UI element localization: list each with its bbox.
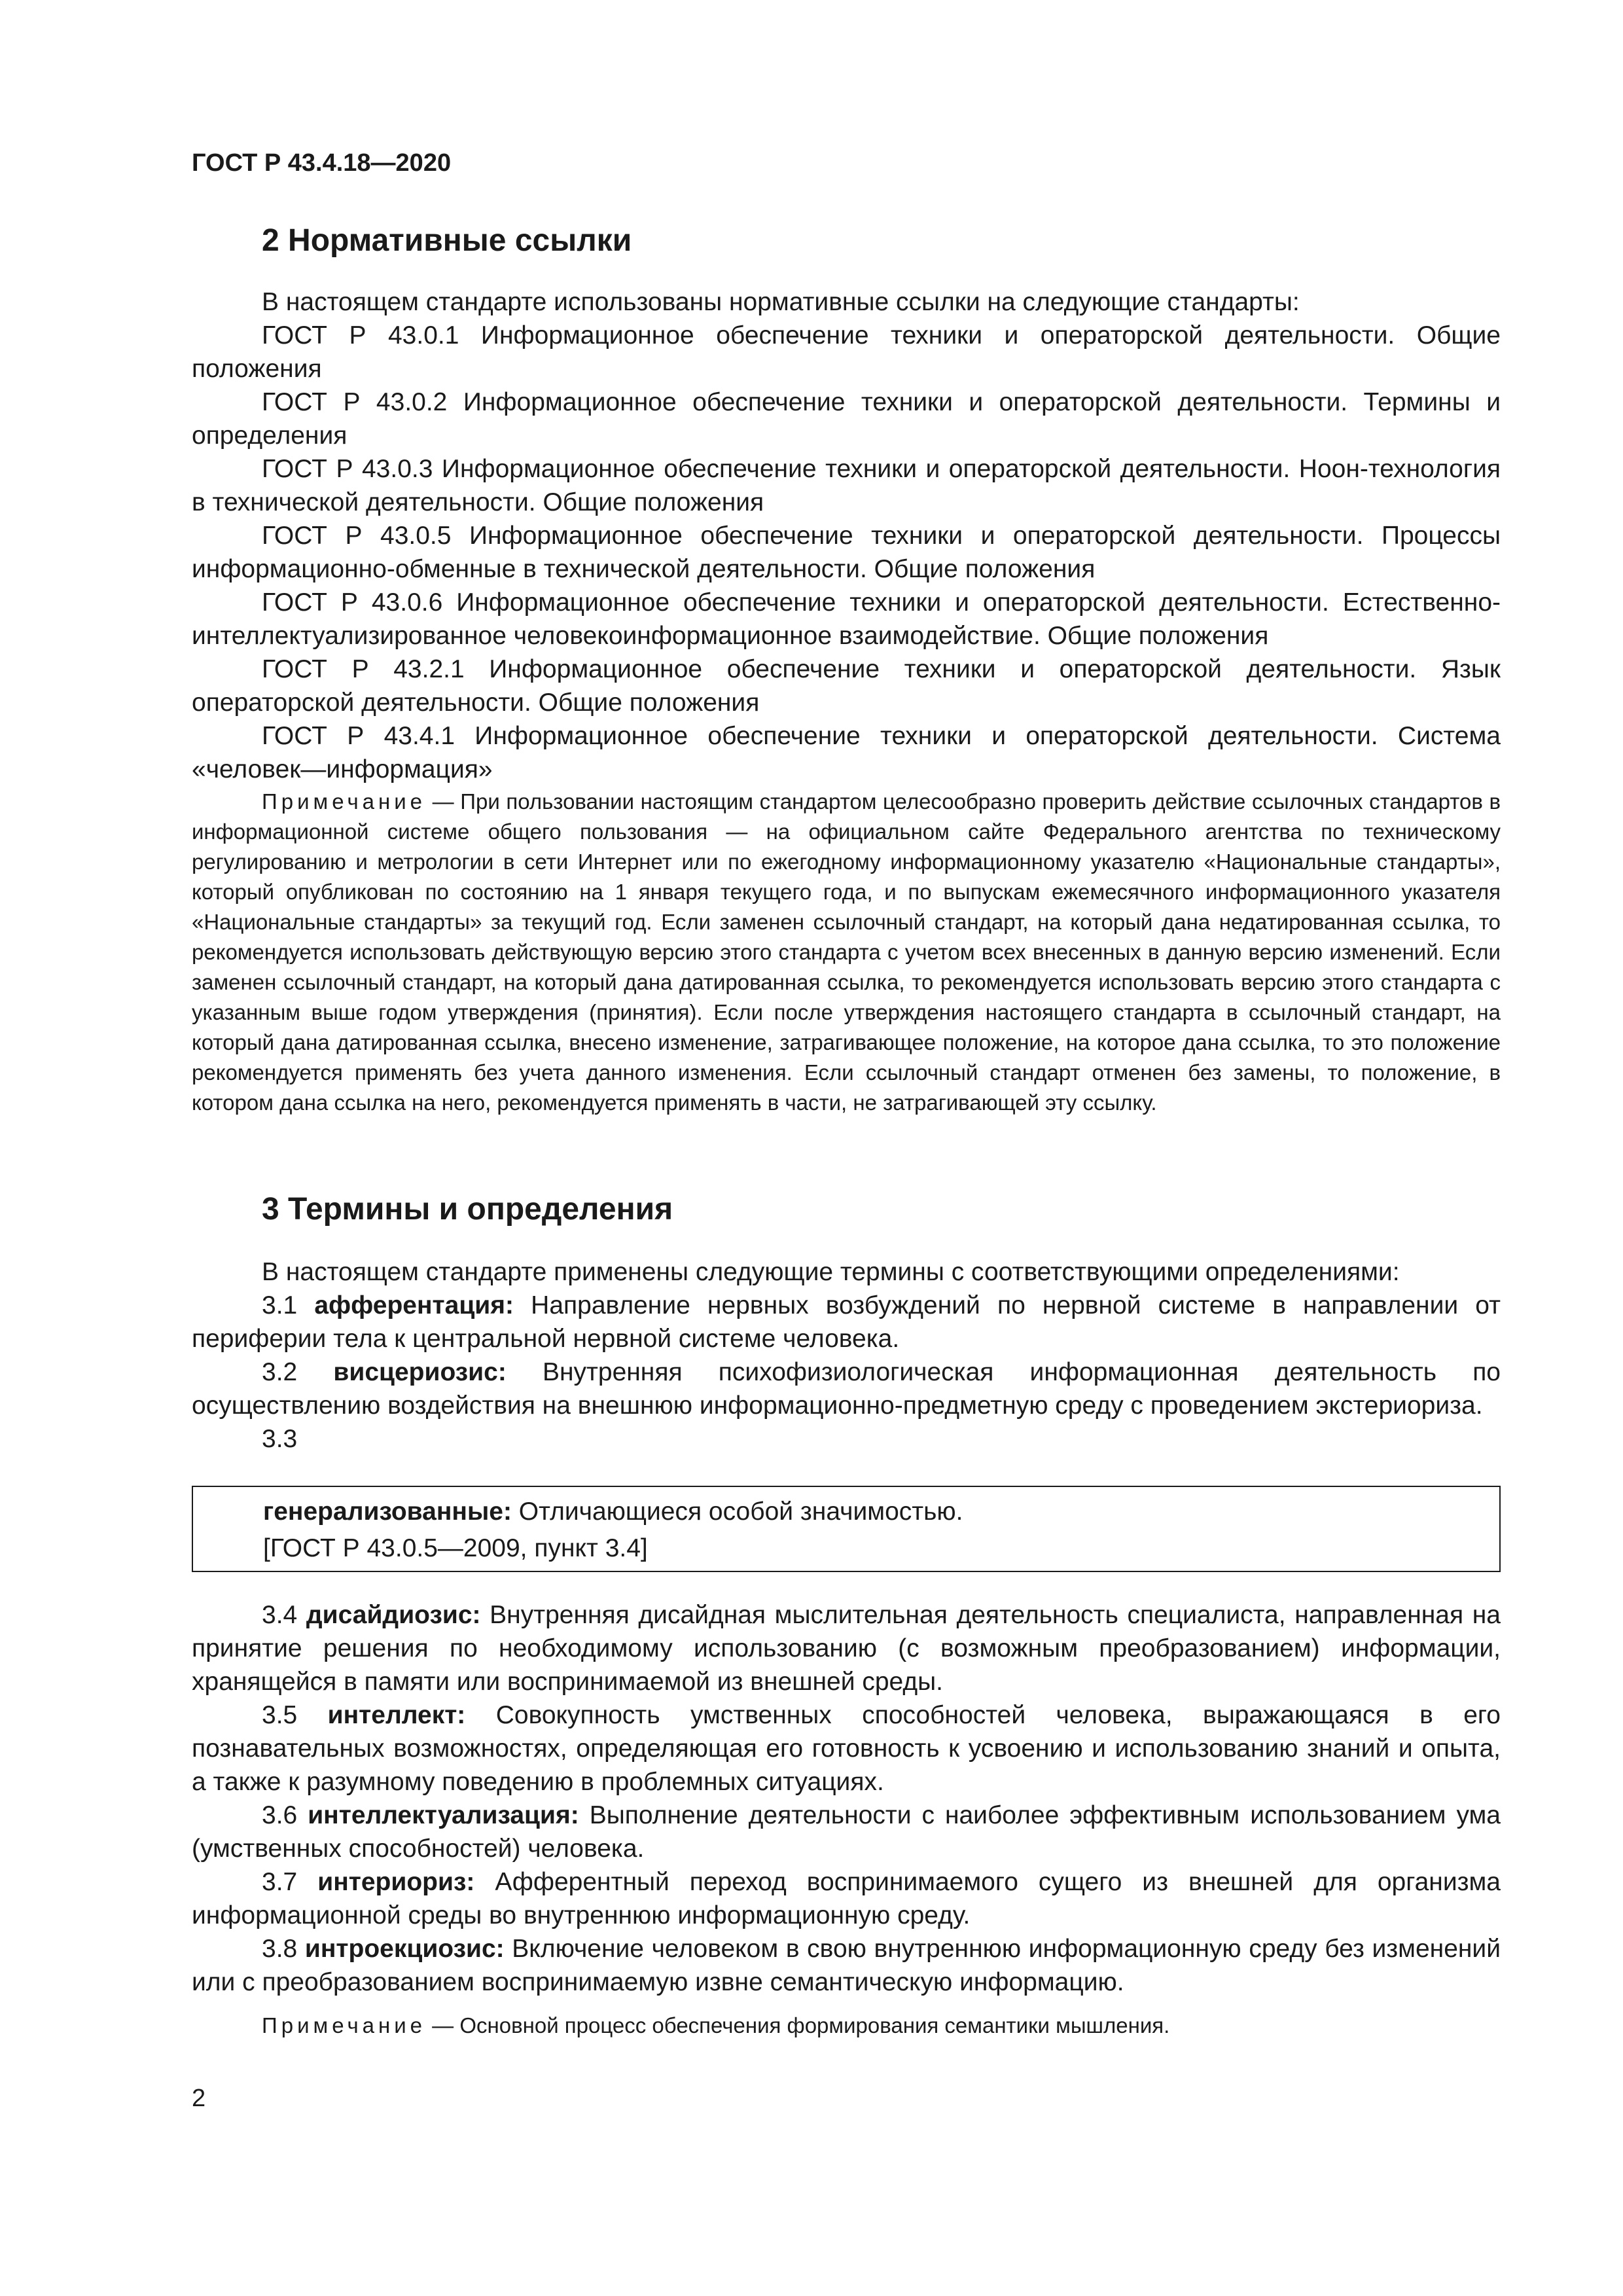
term-definition: Внутренняя дисайдная мыслительная деятельность специалиста, направленная на принятие решения по необходимому использованию (с возможным преобразованием) информации, хранящейся в памяти или воспринимаемой из внешней среды.	[192, 1601, 1501, 1696]
term-definition: Включение человеком в свою внутреннюю информационную среду без изменений или с преобразованием воспринимаемую извне семантическую информацию.	[192, 1935, 1501, 1996]
term-name: интеллект:	[327, 1701, 466, 1729]
document-code-header: ГОСТ Р 43.4.18—2020	[192, 149, 452, 177]
reference-item: ГОСТ Р 43.2.1 Информационное обеспечение техники и операторской деятельности. Язык операторской деятельности. Общие положения	[192, 655, 1501, 717]
section-3-title: 3 Термины и определения	[262, 1192, 673, 1227]
term-definition: Выполнение деятельности с наиболее эффективным использованием ума (умственных способностей) человека.	[192, 1801, 1501, 1863]
term-3-3-box	[192, 1486, 1501, 1572]
term-3-3-number: 3.3	[262, 1425, 298, 1453]
section-3-intro: В настоящем стандарте применены следующие термины с соответствующими определениями:	[262, 1258, 1400, 1286]
note-text: — Основной процесс обеспечения формирования семантики мышления.	[426, 2013, 1170, 2037]
term-definition: Внутренняя психофизиологическая информационная деятельность по осуществлению воздействия на внешнюю информационно-предметную среду с проведением экстериориза.	[192, 1358, 1501, 1420]
reference-item: ГОСТ Р 43.4.1 Информационное обеспечение техники и операторской деятельности. Система «человек—информация»	[192, 722, 1501, 783]
reference-item: ГОСТ Р 43.0.3 Информационное обеспечение техники и операторской деятельности. Ноон-технология в технической деятельности. Общие положения	[192, 455, 1501, 516]
section-2-note	[192, 787, 1501, 1118]
note-text: — При пользовании настоящим стандартом целесообразно проверить действие ссылочных стандартов в информационной системе общего пользования — на официальном сайте Федерального агентства по техническому регулированию и метрологии в сети Интернет или по ежегодному информационному указателю «Национальные стандарты», который опубликован по состоянию на 1 января текущего года, и по выпускам ежемесячного информационного указателя «Национальные стандарты» за текущий год. Если заменен ссылочный стандарт, на который дана недатированная ссылка, то рекомендуется использовать действующую версию этого стандарта с учетом всех внесенных в данную версию изменений. Если заменен ссылочный стандарт, на который дана датированная ссылка, то рекомендуется использовать версию этого стандарта с указанным выше годом утверждения (принятия). Если после утверждения настоящего стандарта в ссылочный стандарт, на который дана датированная ссылка, внесено изменение, затрагивающее положение, на которое дана ссылка, то это положение рекомендуется применять без учета данного изменения. Если ссылочный стандарт отменен без замены, то положение, в котором дана ссылка на него, рекомендуется применять в части, не затрагивающей эту ссылку.	[192, 789, 1501, 1115]
reference-item: ГОСТ Р 43.0.6 Информационное обеспечение техники и операторской деятельности. Естественно-интеллектуализированное человекоинформационное взаимодействие. Общие положения	[192, 588, 1501, 650]
term-name: генерализованные:	[263, 1498, 512, 1526]
section-2-intro: В настоящем стандарте использованы нормативные ссылки на следующие стандарты:	[262, 288, 1300, 316]
note-label: Примечание	[262, 789, 427, 814]
term-3-3-source: [ГОСТ Р 43.0.5—2009, пункт 3.4]	[263, 1534, 648, 1562]
term-3-4: 3.4 дисайдиозис: Внутренняя дисайдная мыслительная деятельность специалиста, направленная на принятие решения по необходимому использованию (с возможным преобразованием) информации, хранящейся в памяти или воспринимаемой из внешней среды.	[192, 1601, 1501, 1696]
term-3-3	[263, 1494, 1499, 1530]
section-3-body-bottom	[192, 1598, 1501, 1999]
section-2-body	[192, 285, 1501, 786]
term-3-8: 3.8 интроекциозис: Включение человеком в свою внутреннюю информационную среду без изменений или с преобразованием воспринимаемую извне семантическую информацию.	[192, 1935, 1501, 1996]
term-name: афферентация:	[314, 1291, 514, 1319]
term-3-1: 3.1 афферентация: Направление нервных возбуждений по нервной системе в направлении от периферии тела к центральной нервной системе человека.	[192, 1291, 1501, 1353]
note-label: Примечание	[262, 2013, 427, 2037]
term-definition: Афферентный переход воспринимаемого сущего из внешней для организма информационной среды во внутреннюю информационную среду.	[192, 1868, 1501, 1929]
reference-item: ГОСТ Р 43.0.1 Информационное обеспечение техники и операторской деятельности. Общие положения	[192, 321, 1501, 383]
term-definition: Отличающиеся особой значимостью.	[511, 1498, 963, 1526]
term-3-6: 3.6 интеллектуализация: Выполнение деятельности с наиболее эффективным использованием ума (умственных способностей) человека.	[192, 1801, 1501, 1863]
term-name: интеллектуализация:	[308, 1801, 579, 1829]
term-3-7: 3.7 интериориз: Афферентный переход воспринимаемого сущего из внешней для организма информационной среды во внутреннюю информационную среду.	[192, 1868, 1501, 1929]
term-name: интроекциозис:	[304, 1935, 505, 1963]
section-3-body-top	[192, 1255, 1501, 1456]
section-2-title: 2 Нормативные ссылки	[262, 223, 632, 258]
term-name: висцериозис:	[333, 1358, 507, 1386]
section-3-note	[192, 2011, 1501, 2041]
page-number: 2	[192, 2085, 206, 2112]
term-3-2: 3.2 висцериозис: Внутренняя психофизиологическая информационная деятельность по осуществлению воздействия на внешнюю информационно-предметную среду с проведением экстериориза.	[192, 1358, 1501, 1420]
reference-item: ГОСТ Р 43.0.2 Информационное обеспечение техники и операторской деятельности. Термины и определения	[192, 388, 1501, 450]
term-name: дисайдиозис:	[306, 1601, 481, 1629]
term-definition: Направление нервных возбуждений по нервной системе в направлении от периферии тела к центральной нервной системе человека.	[192, 1291, 1501, 1353]
reference-item: ГОСТ Р 43.0.5 Информационное обеспечение техники и операторской деятельности. Процессы информационно-обменные в технической деятельности. Общие положения	[192, 522, 1501, 583]
term-name: интериориз:	[317, 1868, 475, 1896]
term-3-5: 3.5 интеллект: Совокупность умственных способностей человека, выражающаяся в его познавательных возможностях, определяющая его готовность к усвоению и использованию знаний и опыта, а также к разумному поведению в проблемных ситуациях.	[192, 1701, 1501, 1796]
term-definition: Совокупность умственных способностей человека, выражающаяся в его познавательных возможностях, определяющая его готовность к усвоению и использованию знаний и опыта, а также к разумному поведению в проблемных ситуациях.	[192, 1701, 1501, 1796]
